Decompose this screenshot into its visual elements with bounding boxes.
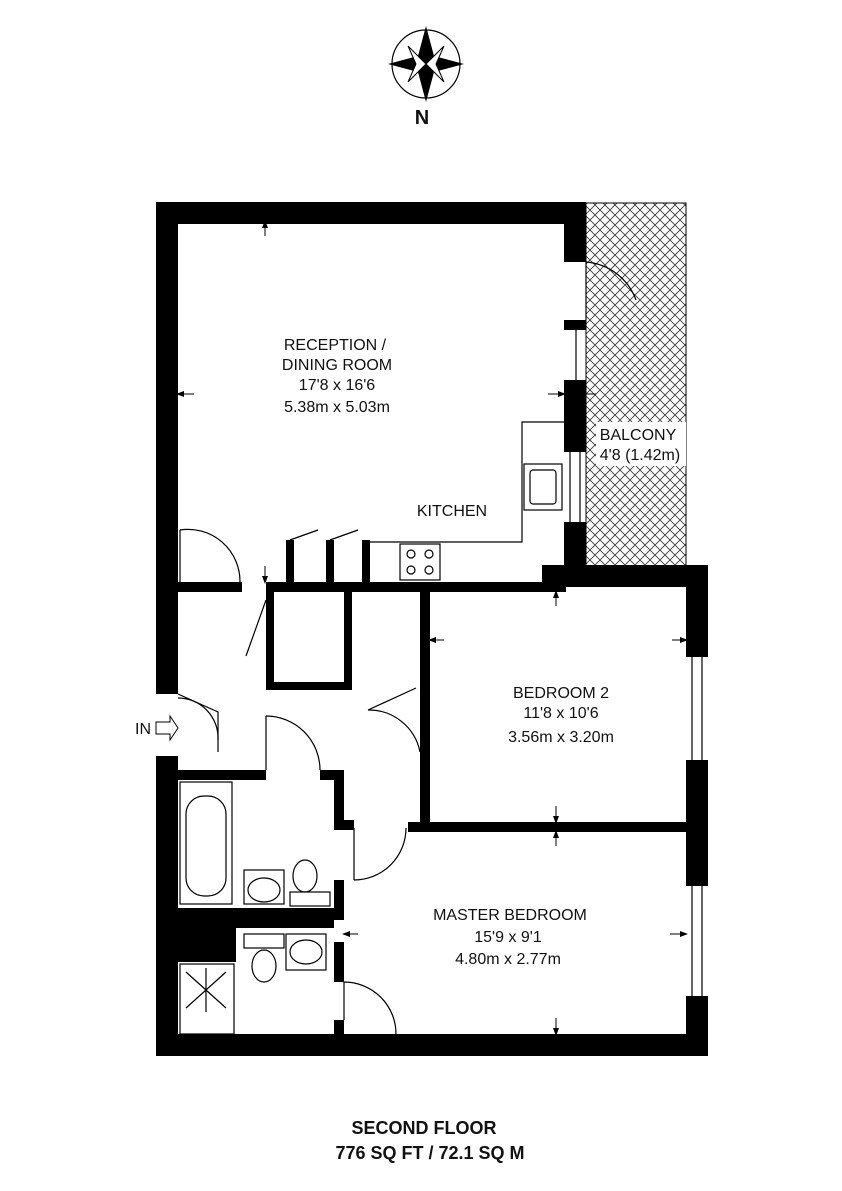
reception-name-line2: DINING ROOM bbox=[281, 357, 393, 374]
balcony-area bbox=[586, 203, 686, 575]
entrance-label: IN bbox=[135, 721, 151, 738]
bedroom2-metric: 3.56m x 3.20m bbox=[508, 729, 614, 746]
reception-metric: 5.38m x 5.03m bbox=[284, 399, 390, 416]
master-bedroom-imperial: 15'9 x 9'1 bbox=[474, 929, 542, 946]
balcony-name: BALCONY bbox=[599, 427, 677, 444]
compass-icon bbox=[388, 26, 464, 102]
interior-walls bbox=[178, 540, 688, 1034]
floor-title: SECOND FLOOR bbox=[351, 1118, 497, 1138]
kitchen-name: KITCHEN bbox=[416, 503, 488, 520]
floor-area: 776 SQ FT / 72.1 SQ M bbox=[335, 1143, 525, 1163]
reception-name-line1: RECEPTION / bbox=[283, 337, 387, 354]
bedroom2-name: BEDROOM 2 bbox=[512, 685, 610, 702]
master-bedroom-metric: 4.80m x 2.77m bbox=[455, 951, 561, 968]
kitchen-sink bbox=[524, 464, 562, 510]
kitchen-counter bbox=[370, 422, 564, 580]
master-bedroom-name: MASTER BEDROOM bbox=[433, 907, 587, 924]
compass-north-label: N bbox=[414, 107, 430, 129]
balcony-size: 4'8 (1.42m) bbox=[599, 447, 681, 464]
entrance-arrow-icon bbox=[156, 716, 178, 740]
bathtub bbox=[180, 782, 232, 904]
reception-imperial: 17'8 x 16'6 bbox=[298, 377, 376, 394]
bedroom2-imperial: 11'8 x 10'6 bbox=[523, 705, 599, 722]
